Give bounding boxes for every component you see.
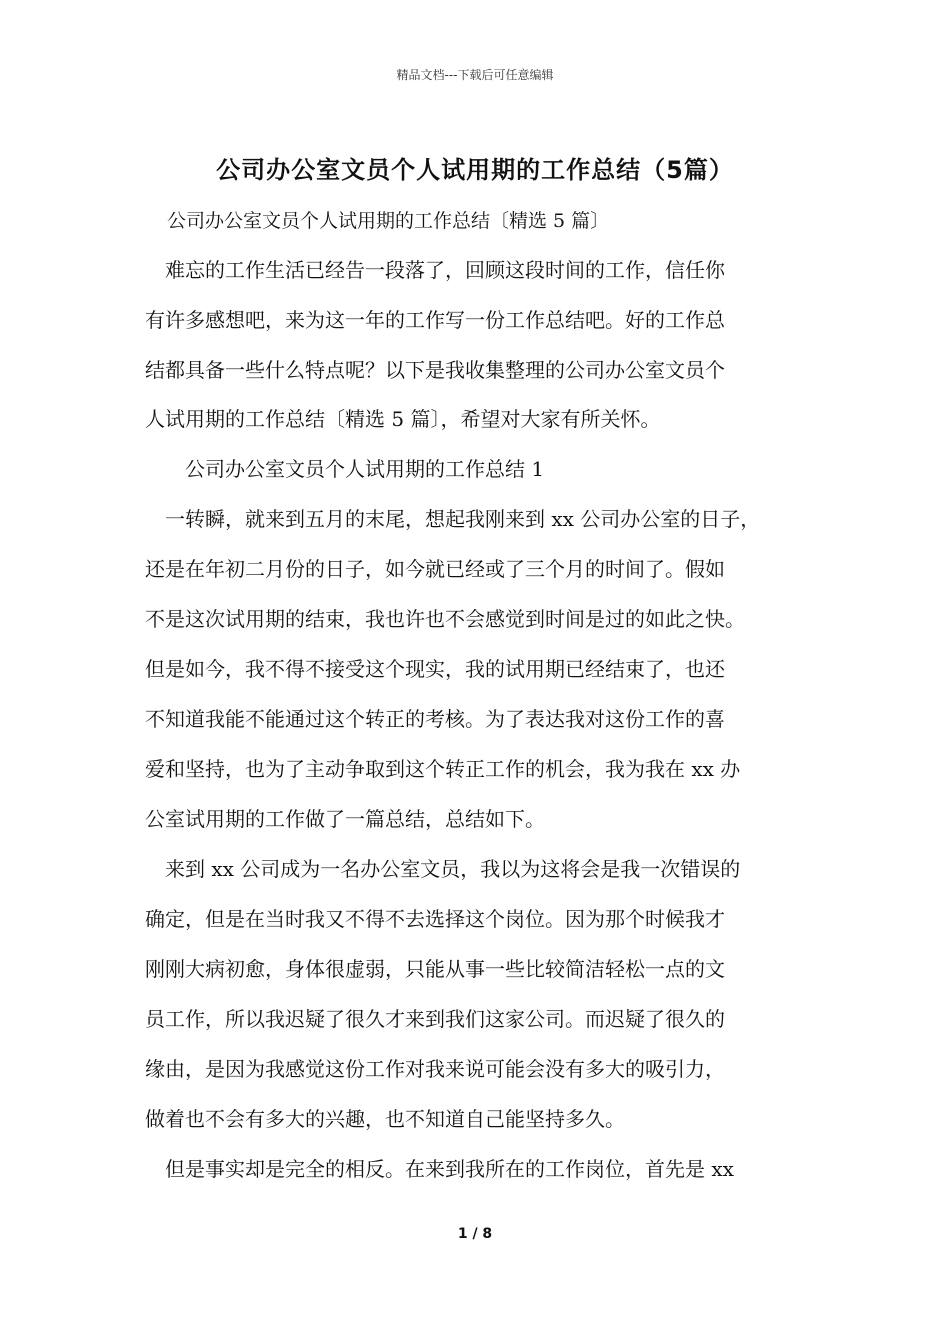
document-subtitle: 公司办公室文员个人试用期的工作总结〔精选 5 篇〕	[167, 210, 610, 232]
body-line: 还是在年初二月份的日子，如今就已经或了三个月的时间了。假如	[145, 557, 725, 581]
body-line: 确定，但是在当时我又不得不去选择这个岗位。因为那个时候我才	[145, 907, 725, 931]
body-line: 不知道我能不能通过这个转正的考核。为了表达我对这份工作的喜	[145, 707, 725, 731]
body-line: 一转瞬，就来到五月的末尾，想起我刚来到 xx 公司办公室的日子，	[145, 507, 761, 531]
body-line: 来到 xx 公司成为一名办公室文员，我以为这将会是我一次错误的	[145, 857, 741, 881]
body-line: 刚刚大病初愈，身体很虚弱，只能从事一些比较简洁轻松一点的文	[145, 957, 725, 981]
body-line: 员工作，所以我迟疑了很久才来到我们这家公司。而迟疑了很久的	[145, 1007, 725, 1031]
body-line: 但是事实却是完全的相反。在来到我所在的工作岗位，首先是 xx	[145, 1157, 734, 1181]
body-line: 做着也不会有多大的兴趣，也不知道自己能坚持多久。	[145, 1107, 625, 1131]
body-line: 公室试用期的工作做了一篇总结，总结如下。	[145, 807, 545, 831]
document-title: 公司办公室文员个人试用期的工作总结（5篇）	[216, 156, 734, 184]
body-line: 不是这次试用期的结束，我也许也不会感觉到时间是过的如此之快。	[145, 607, 745, 631]
page-number: 1 / 8	[457, 1226, 493, 1242]
body-line: 有许多感想吧，来为这一年的工作写一份工作总结吧。好的工作总	[145, 308, 725, 332]
body-line: 但是如今，我不得不接受这个现实，我的试用期已经结束了，也还	[145, 657, 725, 681]
page-header: 精品文档---下载后可任意编辑	[396, 68, 554, 82]
section-heading: 公司办公室文员个人试用期的工作总结 1	[145, 457, 545, 481]
body-line: 难忘的工作生活已经告一段落了，回顾这段时间的工作，信任你	[145, 258, 725, 282]
body-line: 人试用期的工作总结〔精选 5 篇〕，希望对大家有所关怀。	[145, 407, 661, 431]
body-line: 缘由，是因为我感觉这份工作对我来说可能会没有多大的吸引力，	[145, 1057, 725, 1081]
body-line: 结都具备一些什么特点呢？以下是我收集整理的公司办公室文员个	[145, 358, 725, 382]
body-line: 爱和坚持，也为了主动争取到这个转正工作的机会，我为我在 xx 办	[145, 757, 741, 781]
